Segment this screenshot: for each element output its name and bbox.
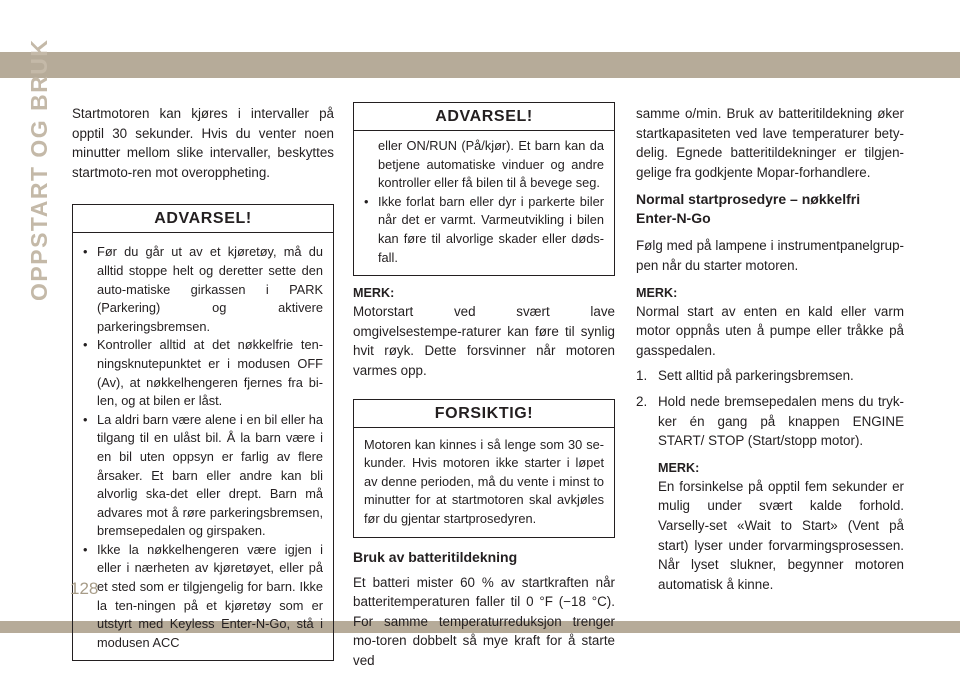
warning-box-1 xyxy=(72,204,334,661)
caution-box-body xyxy=(354,428,614,537)
caution-text: Motoren kan kinnes i så lenge som 30 se-kunder. Hvis motoren ikke starter i løpet av denne perioden, må du vente i minst to minutter for at startmotoren skal avkjøles før du gjentar startprosedyren. xyxy=(364,436,604,526)
warning-item: • Før du går ut av et kjøretøy, må du alltid stoppe helt og deretter sette den auto-matiske girkassen i PARK (Parkering) og aktivere parkeringsbremsen. xyxy=(83,243,323,336)
step-note xyxy=(636,459,904,595)
column-1 xyxy=(72,104,334,661)
warning-item: • Ikke forlat barn eller dyr i parkerte biler når det er varmt. Varmeutvikling i bilen kan føre til alvorlige skader eller døds-fall. xyxy=(364,193,604,267)
warning-item: • Ikke la nøkkelhengeren være igjen i eller i nærheten av kjøretøyet, eller på et sted som er tilgjengelig for barn. Ikke la ten-ningen på et kjøretøy som er utstyrt med Keyless Enter-N-Go, stå i modusen ACC xyxy=(83,541,323,653)
merk-label: MERK: xyxy=(353,286,395,301)
step-number: 1. xyxy=(636,368,648,384)
caution-box xyxy=(353,399,615,538)
warning-continuation: eller ON/RUN (På/kjør). Et barn kan da betjene automatiske vinduer og andre kontroller eller få bilen til å bevege seg. xyxy=(378,138,604,191)
warning-item: • Kontroller alltid at det nøkkelfrie ten-ningsknutepunktet er i modusen OFF (Av), at nøkkelhengeren fjernes fra bi-len, og at bilen er låst. xyxy=(83,336,323,410)
merk-text: Motorstart ved svært lave omgivelsestempe-raturer kan føre til synlig hvit røyk. Dette forsvinner når motoren varmes opp. xyxy=(353,304,615,378)
section-side-tab xyxy=(20,38,54,306)
merk-label: MERK: xyxy=(658,460,700,475)
column-3 xyxy=(636,104,904,594)
intro-paragraph: Startmotoren kan kjøres i intervaller på opptil 30 sekunder. Hvis du venter noen minutter mellom slike intervaller, beskyttes startmoto-ren mot overoppheting. xyxy=(72,106,334,180)
merk-label: MERK: xyxy=(636,285,678,300)
merk-text: Normal start av enten en kald eller varm motor oppnås uten å pumpe eller tråkke på gasspedalen. xyxy=(636,303,904,358)
step-text: Sett alltid på parkeringsbremsen. xyxy=(658,368,854,384)
step-item xyxy=(636,392,904,451)
step-item xyxy=(636,366,904,386)
section-side-tab-label: OPPSTART OG BRUK xyxy=(26,38,52,301)
step-number: 2. xyxy=(636,393,648,409)
caution-box-title: FORSIKTIG! xyxy=(354,400,614,428)
start-steps xyxy=(636,366,904,450)
battery-paragraph: Et batteri mister 60 % av startkraften når batteritemperaturen faller til 0 °F (−18 °C). For samme temperaturreduksjon trenger mo-toren dobbelt så mye kraft for å starte ved xyxy=(353,574,615,668)
normal-start-paragraph: Følg med på lampene i instrumentpanelgrup-pen når du starter motoren. xyxy=(636,238,904,273)
warning-box-2-body xyxy=(354,131,614,275)
page-number: 128 xyxy=(70,579,99,598)
battery-continuation: samme o/min. Bruk av batteritildekning øker startkapasiteten ved lave temperaturer bety-delig. Egnede batteritildekninger er tilgjen-gelige fra godkjente Mopar-forhandlere. xyxy=(636,106,904,180)
top-decorative-band xyxy=(0,52,960,78)
column-2 xyxy=(353,102,615,670)
warning-box-2 xyxy=(353,102,615,276)
warning-item: • La aldri barn være alene i en bil eller ha tilgang til en ulåst bil. Å la barn være i en bil uten oppsyn er farlig av flere årsaker. Et barn eller andre kan bli alvorlig ska-det eller drept. Barn må advares mot å røre parkeringsbremsen, bremsepedalen og girspaken. xyxy=(83,411,323,541)
warning-box-1-body xyxy=(73,233,333,660)
step-text: Hold nede bremsepedalen mens du tryk-ker én gang på knappen ENGINE START/ STOP (Start/stopp motor). xyxy=(658,393,904,449)
warning-box-2-title: ADVARSEL! xyxy=(354,103,614,131)
normal-start-heading: Normal startprosedyre – nøkkelfri Enter-N-Go xyxy=(636,191,861,227)
merk-text: En forsinkelse på opptil fem sekunder er mulig under svært kalde forhold. Varselly-set «Wait to Start» (Vent på start) lyser under forvarmingsprosessen. Når lyset slukner, begynner motoren automatisk å kinne. xyxy=(658,478,904,592)
battery-heading: Bruk av batteritildekning xyxy=(353,548,518,565)
warning-box-1-title: ADVARSEL! xyxy=(73,205,333,233)
